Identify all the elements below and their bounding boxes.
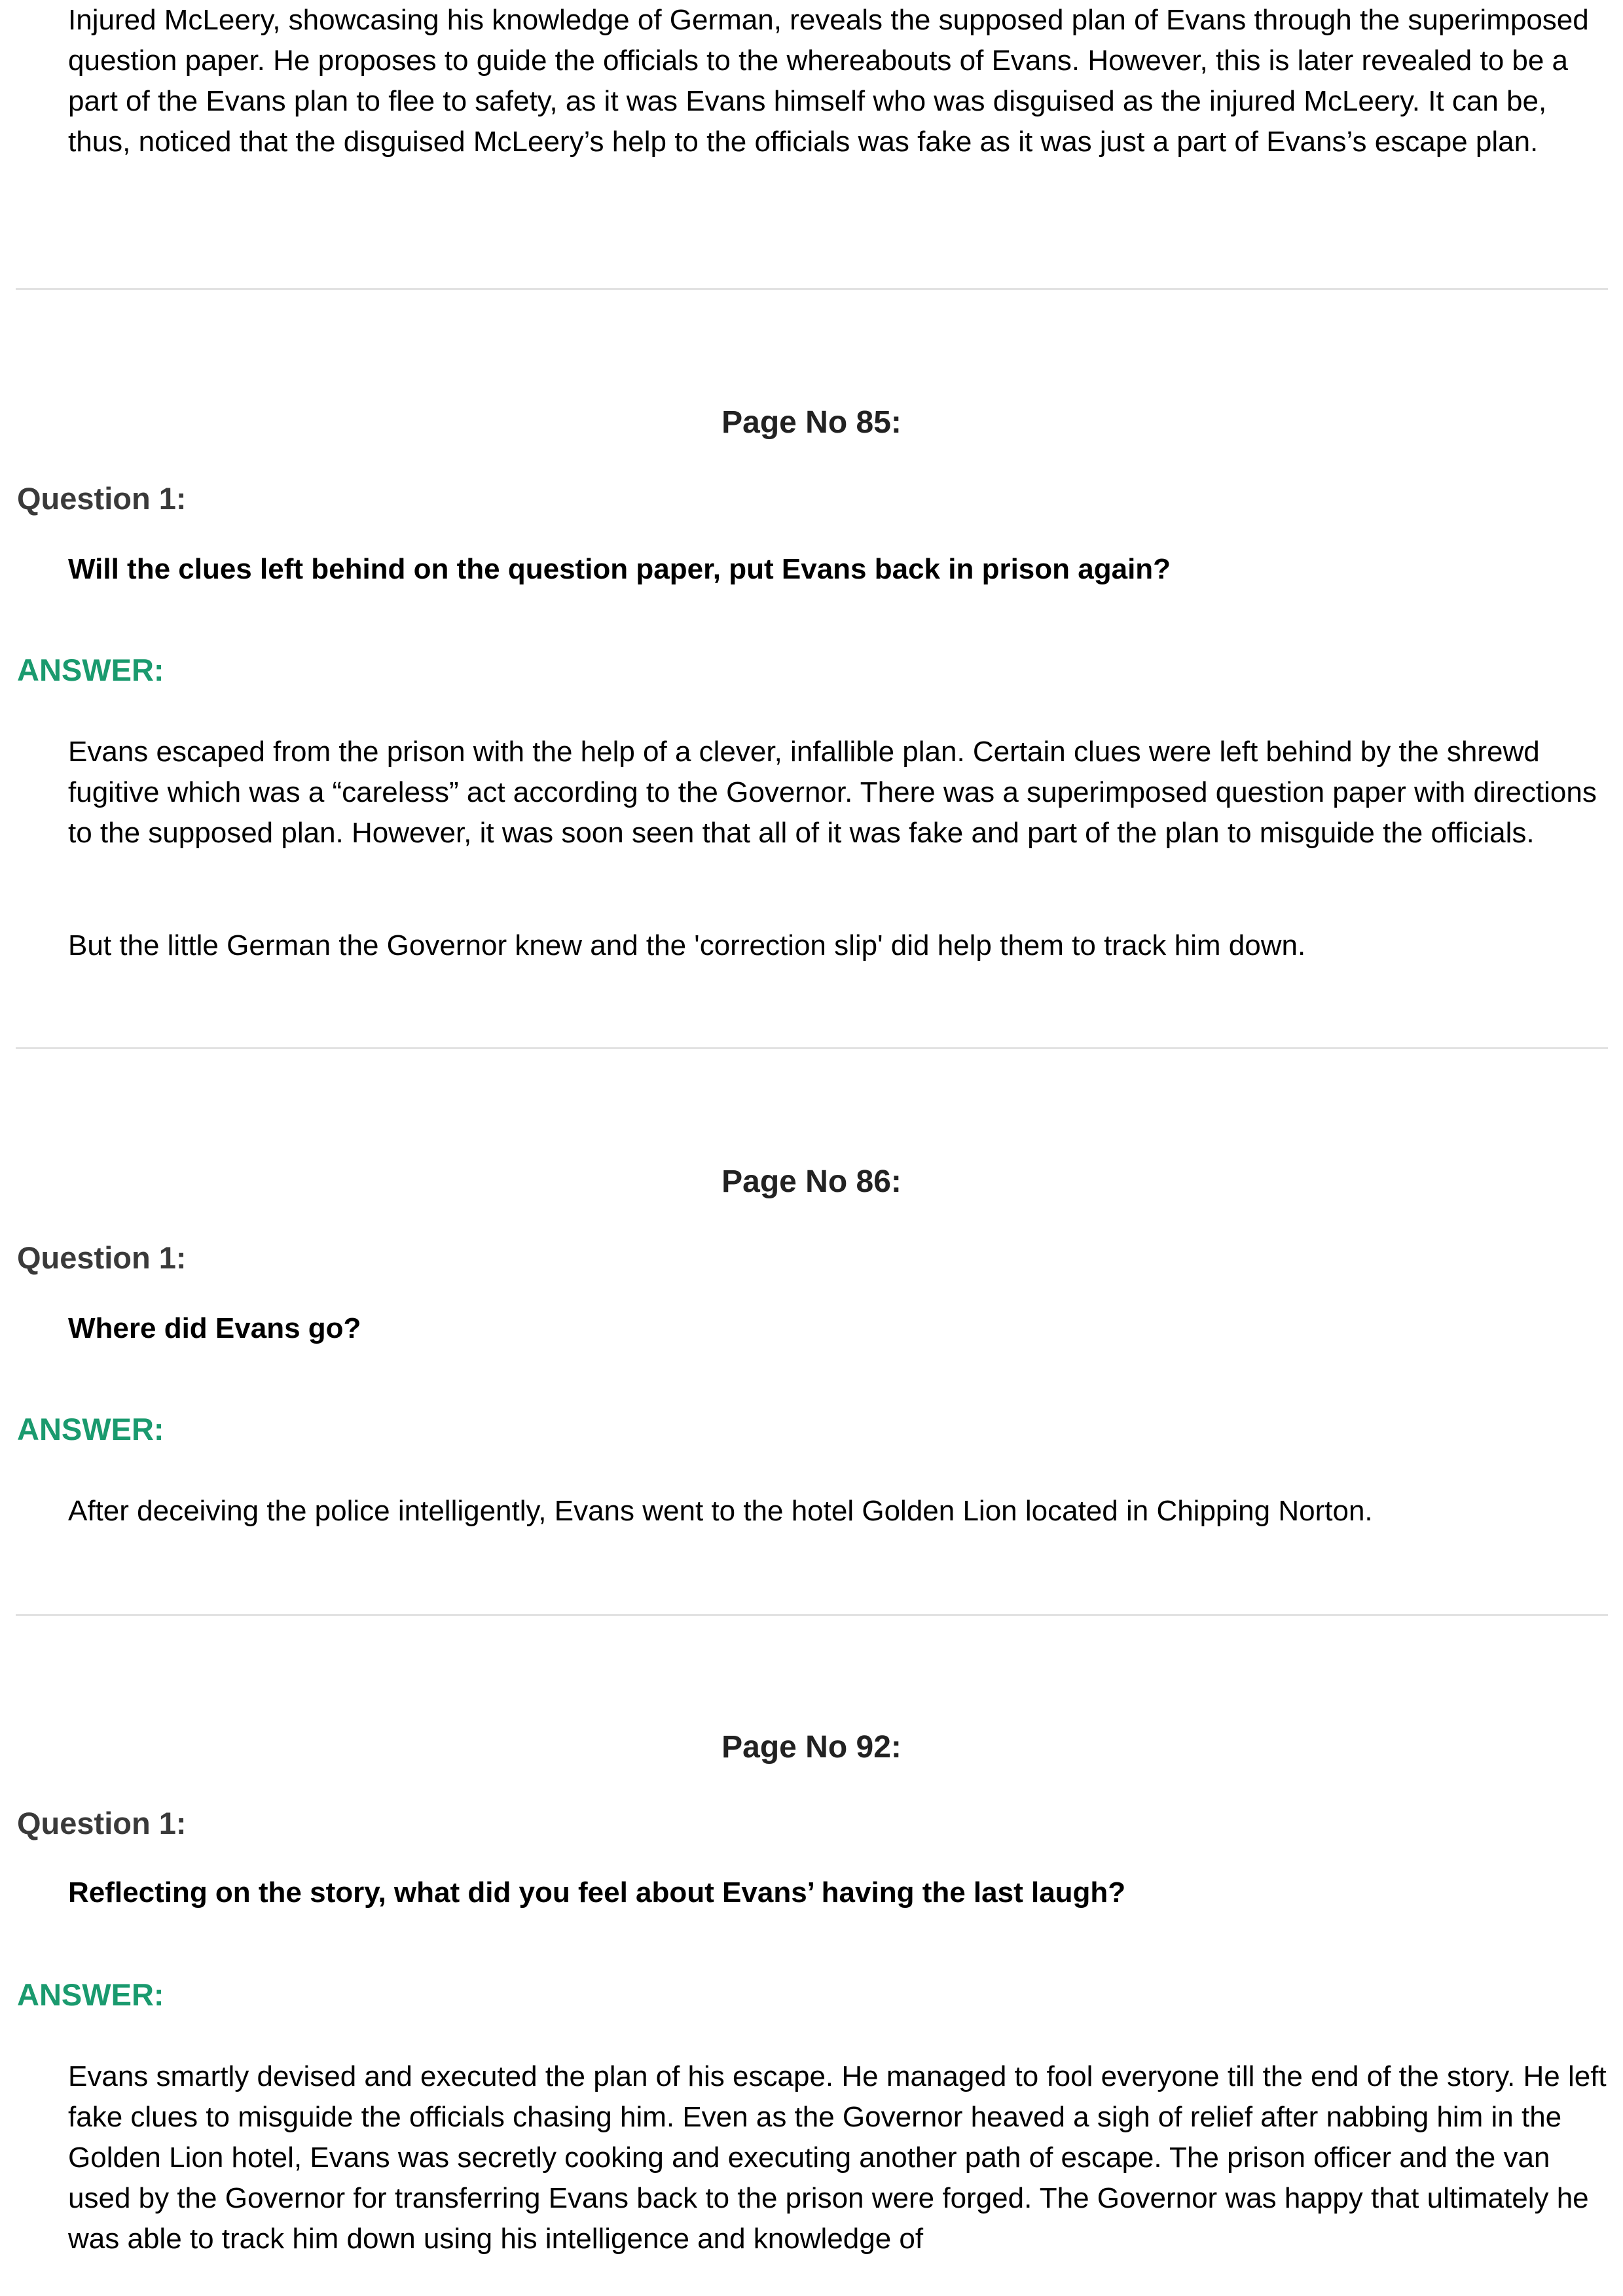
answer-label: ANSWER: — [17, 1977, 164, 2012]
section-divider — [16, 1614, 1608, 1616]
section-divider — [16, 1047, 1608, 1049]
answer-label: ANSWER: — [17, 1412, 164, 1446]
page-number-heading: Page No 85: — [721, 405, 902, 440]
answer-paragraph: But the little German the Governor knew and the 'correction slip' did help them to track him down. — [68, 929, 1306, 961]
intro-paragraph: Injured McLeery, showcasing his knowledge of German, reveals the supposed plan of Evans through the superimposed question paper. He proposes to guide the officials to the whereabouts of Evans. However, this is later revealed to be a part of the Evans plan to flee to safety, as it was Evans himself who was disguised as the injured McLeery. It can be, thus, noticed that the disguised McLeery’s help to the officials was fake as it was just a part of Evans’s escape plan. — [68, 4, 1589, 158]
answer-label: ANSWER: — [17, 653, 164, 687]
question-text: Reflecting on the story, what did you feel about Evans’ having the last laugh? — [68, 1876, 1126, 1909]
question-text: Will the clues left behind on the question paper, put Evans back in prison again? — [68, 553, 1171, 585]
page-number-heading: Page No 86: — [721, 1164, 902, 1199]
question-text: Where did Evans go? — [68, 1312, 361, 1344]
answer-paragraph: After deceiving the police intelligently, Evans went to the hotel Golden Lion located in Chipping Norton. — [68, 1495, 1373, 1527]
section-divider — [16, 288, 1608, 290]
question-label: Question 1: — [17, 481, 187, 516]
question-label: Question 1: — [17, 1240, 187, 1275]
question-label: Question 1: — [17, 1806, 187, 1840]
page-number-heading: Page No 92: — [721, 1730, 902, 1765]
answer-paragraph: Evans escaped from the prison with the help of a clever, infallible plan. Certain clues were left behind by the shrewd fugitive which was a “careless” act according to the Governor. There was a superimposed question paper with directions to the supposed plan. However, it was soon seen that all of it was fake and part of the plan to misguide the officials. — [68, 736, 1597, 849]
answer-paragraph: Evans smartly devised and executed the plan of his escape. He managed to fool everyone till the end of the story. He left fake clues to misguide the officials chasing him. Even as the Governor heaved a sigh of relief after nabbing him in the Golden Lion hotel, Evans was secretly cooking and executing another path of escape. The prison officer and the van used by the Governor for transferring Evans back to the prison were forged. The Governor was happy that ultimately he was able to track him down using his intelligence and knowledge of — [68, 2060, 1607, 2255]
